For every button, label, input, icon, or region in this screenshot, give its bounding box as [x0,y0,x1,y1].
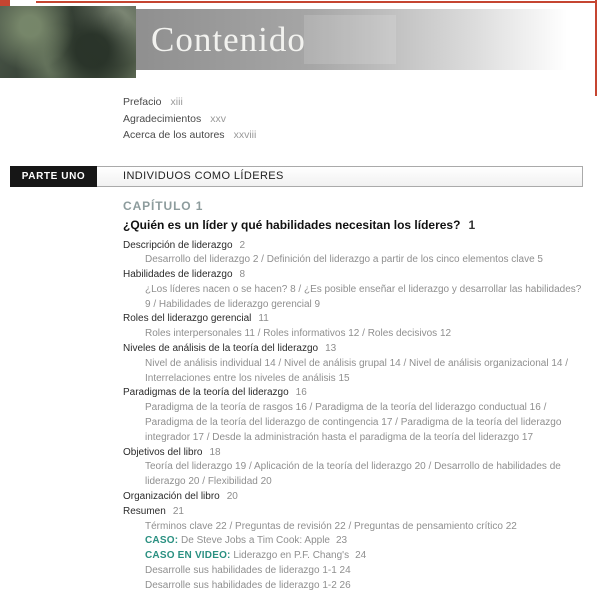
front-matter-label: Agradecimientos [123,112,202,125]
toc-entry-main [123,342,588,357]
right-edge-accent-rule [595,0,597,96]
title-banner [136,9,576,70]
toc-entry-text: Organización del libro [123,491,220,503]
chapter-content [123,199,588,594]
banner-ghost-box [304,15,396,64]
part-bar [10,166,583,187]
case-prefix-label: CASO EN VIDEO: [145,550,231,562]
cover-photo [0,6,136,78]
toc-entry-sub: Nivel de análisis individual 14 / Nivel de análisis grupal 14 / Nivel de análisis organizacional 14 / Interrelaciones entre los niveles de análisis 15 [145,357,569,384]
part-number-label: PARTE UNO [10,166,97,187]
toc-entry-page: 2 [239,239,246,251]
front-matter-list [123,94,600,144]
toc-entry-text: Liderazgo en P.F. Chang's [233,550,350,562]
toc-entry-main [123,268,588,283]
front-matter-item [123,111,600,128]
toc-entry-page: 11 [258,313,269,325]
front-matter-item [123,127,600,144]
toc-entry-page: 13 [325,343,337,355]
toc-entry-case [123,534,588,549]
toc-entry-sub: Teoría del liderazgo 19 / Aplicación de la teoría del liderazgo 20 / Desarrollo de habilidades de liderazgo 20 / Flexibilidad 20 [145,461,561,488]
top-accent-rule [36,1,596,3]
chapter-title-text: ¿Quién es un líder y qué habilidades necesitan los líderes? [123,217,461,232]
case-prefix-label: CASO: [145,535,179,547]
toc-entry-sub: Términos clave 22 / Preguntas de revisión 22 / Preguntas de pensamiento crítico 22 [145,520,517,532]
toc-entry-page: 21 [172,505,184,517]
toc-entry-sub: Paradigma de la teoría de rasgos 16 / Paradigma de la teoría del liderazgo conductual 16 / Paradigma de la teoría del liderazgo de contingencia 17 / Paradigma de la teoría del liderazgo integrador 17 / Desde la administración hasta el paradigma de la teoría del liderazgo 17 [145,402,562,443]
toc-entry-main [123,490,588,505]
toc-entry-sub: Desarrolle sus habilidades de liderazgo 1-1 24 [145,565,351,577]
toc-entry-text: Objetivos del libro [123,446,203,458]
page-title: Contenido [151,20,306,59]
toc-entry-text: Descripción de liderazgo [123,239,233,251]
chapter-label: CAPÍTULO 1 [123,198,204,213]
toc-entry-sub: Desarrollo del liderazgo 2 / Definición del liderazgo a partir de los cinco elementos clave 5 [145,254,543,266]
toc-entry-text: Niveles de análisis de la teoría del liderazgo [123,343,319,355]
toc-entry-main [123,386,588,401]
toc-entries [123,239,588,594]
toc-entry-sub: Desarrolle sus habilidades de liderazgo 1-2 26 [145,579,351,591]
front-matter-item [123,94,600,111]
toc-entry-page: 24 [355,550,367,562]
toc-entry-sub: Roles interpersonales 11 / Roles informativos 12 / Roles decisivos 12 [145,328,452,340]
front-matter-label: Acerca de los autores [123,129,225,141]
chapter-title [123,218,588,232]
front-matter-label: Prefacio [123,96,162,108]
chapter-page-number: 1 [468,217,476,232]
toc-entry-text: De Steve Jobs a Tim Cook: Apple [181,535,330,547]
toc-entry-main [123,505,588,520]
front-matter-page: xiii [170,96,183,108]
front-matter-page: xxv [210,112,226,125]
front-matter-page: xxviii [233,129,257,141]
toc-entry-main [123,312,588,327]
page-header [0,0,600,80]
toc-entry-page: 18 [209,446,221,458]
toc-entry-page: 23 [335,535,348,547]
toc-entry-case [123,549,588,564]
toc-entry-text: Paradigmas de la teoría del liderazgo [123,387,289,399]
toc-entry-page: 16 [295,387,307,399]
toc-entry-sub: ¿Los líderes nacen o se hacen? 8 / ¿Es posible enseñar el liderazgo y desarrollar las habilidades? 9 / Habilidades de liderazgo gerencial 9 [145,283,582,310]
toc-entry-page: 8 [239,269,246,281]
part-title: INDIVIDUOS COMO LÍDERES [97,166,583,187]
toc-entry-page: 20 [226,491,238,503]
toc-entry-text: Habilidades de liderazgo [123,269,233,281]
toc-entry-main [123,239,588,254]
toc-entry-text: Roles del liderazgo gerencial [123,313,252,325]
toc-entry-text: Resumen [123,505,166,517]
toc-entry-main [123,446,588,461]
